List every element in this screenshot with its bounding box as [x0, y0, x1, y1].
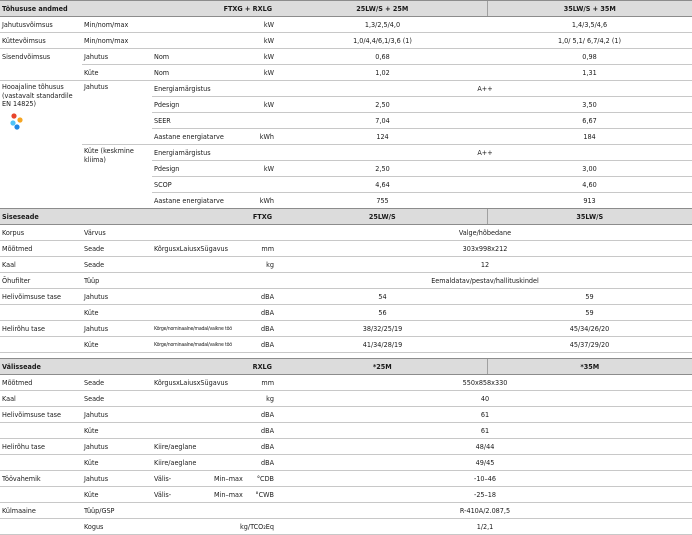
efficiency-section — [0, 0, 692, 209]
range-label: Min–max — [214, 489, 243, 499]
value-cell: 59 — [487, 289, 692, 305]
energy-class: A++ — [278, 81, 692, 97]
row-sublabel: Seade — [82, 375, 152, 391]
value-cell: 1/2,1 — [278, 519, 692, 535]
table-row — [0, 17, 692, 33]
row-label: Töövahemik — [0, 471, 82, 487]
value-cell: 6,67 — [487, 113, 692, 129]
table-row — [0, 391, 692, 407]
value-cell: -10–46 — [278, 471, 692, 487]
unit: °CWB — [255, 489, 274, 499]
indoor-unit-section — [0, 208, 692, 353]
row-sublabel: Küte — [82, 487, 152, 503]
row-sublabel-2: Nom — [152, 49, 240, 65]
value-cell: 3,00 — [487, 161, 692, 177]
seasonal-label: Hooajaline tõhusus (vastavalt standardile EN 14825) — [2, 82, 73, 108]
value-cell: 56 — [278, 305, 487, 321]
unit: dBA — [261, 425, 274, 435]
row-sublabel-2: Kõrge/nominaalne/madal/vaikne töö — [152, 321, 240, 337]
column-header: *25M — [278, 359, 487, 375]
row-sublabel-2 — [152, 305, 240, 321]
row-sublabel-2: Kiire/aeglane — [152, 455, 212, 471]
outdoor-unit-section — [0, 358, 692, 535]
value-cell: -25–18 — [278, 487, 692, 503]
row-label — [0, 423, 82, 439]
table-row — [0, 273, 692, 289]
value-cell: 61 — [278, 423, 692, 439]
row-sublabel: Küte — [82, 423, 152, 439]
table-row — [0, 65, 692, 81]
column-header: 25LW/S — [278, 209, 487, 225]
table-row — [0, 487, 692, 503]
row-sublabel: Tüüp — [82, 273, 152, 289]
section-title: Siseseade — [0, 209, 152, 225]
row-sublabel-2: Kiire/aeglane — [152, 439, 212, 455]
unit-cell — [212, 471, 278, 487]
unit — [240, 177, 278, 193]
row-sublabel: Küte — [82, 337, 152, 353]
unit: kWh — [240, 129, 278, 145]
row-sublabel: Värvus — [82, 225, 152, 241]
unit-cell — [212, 407, 278, 423]
model-label: RXLG — [152, 359, 278, 375]
value-cell: 41/34/28/19 — [278, 337, 487, 353]
value-cell: R-410A/2.087,5 — [278, 503, 692, 519]
value-cell: 184 — [487, 129, 692, 145]
value-cell: 1,02 — [278, 65, 487, 81]
value-cell: 7,04 — [278, 113, 487, 129]
row-label: Helivõimsuse tase — [0, 407, 82, 423]
column-header: 35LW/S + 35M — [487, 1, 692, 17]
value-cell: 48/44 — [278, 439, 692, 455]
seasonal-efficiency-icon — [8, 112, 26, 132]
unit-cell — [212, 455, 278, 471]
value-cell: 2,50 — [278, 97, 487, 113]
value-cell: 45/34/26/20 — [487, 321, 692, 337]
table-row — [0, 439, 692, 455]
row-sublabel-2 — [152, 273, 240, 289]
seasonal-label-cell — [0, 81, 82, 209]
row-label — [0, 455, 82, 471]
unit: dBA — [240, 305, 278, 321]
unit: kW — [240, 49, 278, 65]
value-cell: 59 — [487, 305, 692, 321]
row-sublabel: Jahutus — [82, 439, 152, 455]
unit: mm — [240, 241, 278, 257]
row-sublabel: Seade — [82, 257, 152, 273]
table-row — [0, 289, 692, 305]
row-label — [0, 519, 82, 535]
row-label: Helivõimsuse tase — [0, 289, 82, 305]
column-header: 25LW/S + 25M — [278, 1, 487, 17]
row-label: Helirõhu tase — [0, 439, 82, 455]
unit: kW — [240, 33, 278, 49]
row-label: Korpus — [0, 225, 82, 241]
table-row — [0, 519, 692, 535]
value-cell: 1,31 — [487, 65, 692, 81]
param-label: SEER — [152, 113, 240, 129]
value-cell: 12 — [278, 257, 692, 273]
unit: °CDB — [256, 473, 274, 483]
row-sublabel-2 — [152, 423, 212, 439]
value-cell: 755 — [278, 193, 487, 209]
row-label: Mõõtmed — [0, 375, 82, 391]
unit — [240, 273, 278, 289]
column-header: *35M — [487, 359, 692, 375]
row-sublabel: Jahutus — [82, 289, 152, 305]
row-sublabel-2: KõrgusxLaiusxSügavus — [152, 241, 240, 257]
energy-class: A++ — [278, 145, 692, 161]
value-cell: 1,3/2,5/4,0 — [278, 17, 487, 33]
row-sublabel: Küte — [82, 65, 152, 81]
unit-cell — [212, 439, 278, 455]
model-label: FTXG + RXLG — [152, 1, 278, 17]
section-header — [0, 359, 692, 375]
value-cell: Valge/hõbedane — [278, 225, 692, 241]
unit-cell — [212, 423, 278, 439]
value-cell: 4,60 — [487, 177, 692, 193]
value-cell: 4,64 — [278, 177, 487, 193]
value-cell: 61 — [278, 407, 692, 423]
row-sublabel: Min/nom/max — [82, 33, 240, 49]
unit: mm — [261, 377, 274, 387]
row-sublabel-2: Nom — [152, 65, 240, 81]
unit — [240, 113, 278, 129]
row-sublabel: Jahutus — [82, 471, 152, 487]
row-sublabel: Küte — [82, 305, 152, 321]
table-row — [0, 375, 692, 391]
param-label: Aastane energiatarve — [152, 129, 240, 145]
row-label — [0, 305, 82, 321]
row-sublabel: Kogus — [82, 519, 152, 535]
table-row — [0, 33, 692, 49]
value-cell: 3,50 — [487, 97, 692, 113]
table-row — [0, 455, 692, 471]
value-cell: 1,0/4,4/6,1/3,6 (1) — [278, 33, 487, 49]
section-header — [0, 209, 692, 225]
section-header — [0, 1, 692, 17]
unit: kg/TCO₂Eq — [240, 521, 274, 531]
table-row — [0, 503, 692, 519]
unit: kg — [266, 393, 274, 403]
unit-cell — [212, 391, 278, 407]
value-cell: 124 — [278, 129, 487, 145]
unit: kW — [240, 65, 278, 81]
param-label: Pdesign — [152, 161, 240, 177]
unit: kW — [240, 97, 278, 113]
column-header: 35LW/S — [487, 209, 692, 225]
table-row — [0, 407, 692, 423]
table-row — [0, 337, 692, 353]
table-row — [0, 321, 692, 337]
table-row — [0, 225, 692, 241]
value-cell: 1,0/ 5,1/ 6,7/4,2 (1) — [487, 33, 692, 49]
row-sublabel-2 — [152, 519, 212, 535]
value-cell: 54 — [278, 289, 487, 305]
row-sublabel-2: Kõrge/nominaalne/madal/vaikne töö — [152, 337, 240, 353]
row-sublabel-2 — [152, 391, 212, 407]
row-label: Helirõhu tase — [0, 321, 82, 337]
unit — [240, 225, 278, 241]
unit-cell — [212, 503, 278, 519]
row-label — [0, 65, 82, 81]
value-cell: 2,50 — [278, 161, 487, 177]
section-title: Tõhususe andmed — [0, 1, 152, 17]
row-sublabel: Seade — [82, 391, 152, 407]
table-row — [0, 49, 692, 65]
value-cell: 40 — [278, 391, 692, 407]
heating-label-text: Küte (keskmine kliima) — [84, 146, 134, 164]
value-cell: 45/37/29/20 — [487, 337, 692, 353]
unit: kW — [240, 161, 278, 177]
row-label: Külmaaine — [0, 503, 82, 519]
value-cell: 1,4/3,5/4,6 — [487, 17, 692, 33]
heating-label — [82, 145, 152, 209]
row-sublabel-2: Välis- — [152, 471, 212, 487]
row-sublabel-2 — [152, 503, 212, 519]
row-sublabel: Küte — [82, 455, 152, 471]
row-sublabel-2: KõrgusxLaiusxSügavus — [152, 375, 212, 391]
value-cell: Eemaldatav/pestav/hallituskindel — [278, 273, 692, 289]
unit: dBA — [240, 321, 278, 337]
row-label: Jahutusvõimsus — [0, 17, 82, 33]
param-label: Energiamärgistus — [152, 145, 278, 161]
value-cell: 550x858x330 — [278, 375, 692, 391]
value-cell: 913 — [487, 193, 692, 209]
model-label: FTXG — [152, 209, 278, 225]
param-label: Energiamärgistus — [152, 81, 278, 97]
param-label: Aastane energiatarve — [152, 193, 240, 209]
value-cell: 0,98 — [487, 49, 692, 65]
row-label: Kaal — [0, 391, 82, 407]
param-label: Pdesign — [152, 97, 240, 113]
row-label — [0, 337, 82, 353]
row-sublabel-2: Välis- — [152, 487, 212, 503]
unit: kWh — [240, 193, 278, 209]
param-label: SCOP — [152, 177, 240, 193]
unit: dBA — [261, 457, 274, 467]
row-label: Sisendvõimsus — [2, 51, 51, 61]
row-sublabel: Jahutus — [82, 407, 152, 423]
unit-cell — [212, 519, 278, 535]
row-label — [0, 487, 82, 503]
section-title: Välisseade — [0, 359, 152, 375]
row-label: Küttevõimsus — [0, 33, 82, 49]
row-sublabel-2 — [152, 407, 212, 423]
table-row — [0, 81, 692, 97]
unit: kW — [240, 17, 278, 33]
table-row — [0, 471, 692, 487]
row-sublabel: Seade — [82, 241, 152, 257]
row-sublabel: Jahutus — [82, 321, 152, 337]
cooling-label: Jahutus — [82, 81, 152, 145]
row-label: Õhufilter — [0, 273, 82, 289]
table-row — [0, 241, 692, 257]
value-cell: 0,68 — [278, 49, 487, 65]
row-sublabel: Min/nom/max — [82, 17, 240, 33]
row-label: Kaal — [0, 257, 82, 273]
row-sublabel-2 — [152, 225, 240, 241]
unit: dBA — [240, 337, 278, 353]
value-cell: 49/45 — [278, 455, 692, 471]
table-row — [0, 305, 692, 321]
row-label: Mõõtmed — [0, 241, 82, 257]
row-sublabel-2 — [152, 289, 240, 305]
table-row — [0, 423, 692, 439]
range-label: Min–max — [214, 473, 243, 483]
row-sublabel: Jahutus — [82, 49, 152, 65]
row-sublabel-2 — [152, 257, 240, 273]
unit-cell — [212, 487, 278, 503]
row-sublabel: Tüüp/GSP — [82, 503, 152, 519]
unit: dBA — [240, 289, 278, 305]
value-cell: 38/32/25/19 — [278, 321, 487, 337]
unit: dBA — [261, 441, 274, 451]
unit: dBA — [261, 409, 274, 419]
unit: kg — [240, 257, 278, 273]
value-cell: 303x998x212 — [278, 241, 692, 257]
table-row — [0, 257, 692, 273]
table-row — [0, 145, 692, 161]
